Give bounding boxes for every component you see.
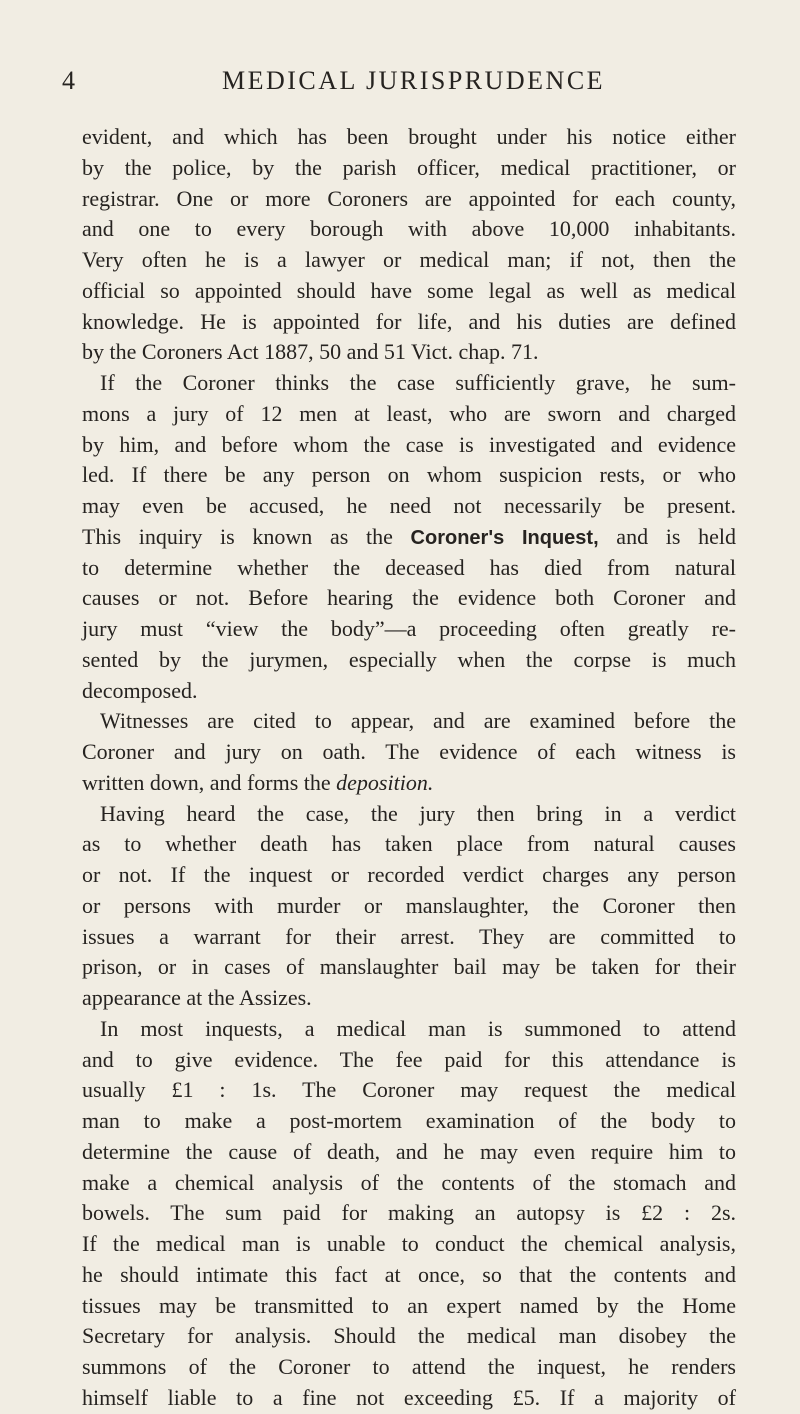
text-line: or persons with murder or manslaughter, the Coroner then <box>82 892 736 918</box>
text-line: as to whether death has taken place from natural causes <box>82 831 736 857</box>
body-text <box>82 122 736 1414</box>
text-line: make a chemical analysis of the contents of the stomach and <box>82 1169 736 1195</box>
text-line: led. If there be any person on whom suspicion rests, or who <box>82 462 736 488</box>
text-line: Having heard the case, the jury then bring in a verdict <box>100 800 736 826</box>
text-line: tissues may be transmitted to an expert named by the Home <box>82 1292 736 1318</box>
text-line: or not. If the inquest or recorded verdict charges any person <box>82 862 736 887</box>
text-line <box>82 522 736 553</box>
text-line <box>82 768 736 799</box>
text-line: mons a jury of 12 men at least, who are sworn and charged <box>82 400 736 426</box>
text-line: If the Coroner thinks the case sufficiently grave, he sum- <box>100 370 736 395</box>
text-line: If the medical man is unable to conduct the chemical analysis, <box>82 1231 736 1256</box>
text-run: written down, and forms the <box>82 769 337 795</box>
text-line: In most inquests, a medical man is summoned to attend <box>100 1015 736 1041</box>
text-line: Secretary for analysis. Should the medical man disobey the <box>82 1323 736 1349</box>
term-coroners-inquest: Coroner's Inquest, <box>410 526 599 549</box>
text-line: prison, or in cases of manslaughter bail may be taken for their <box>82 954 736 980</box>
text-line: by the Coroners Act 1887, 50 and 51 Vict. chap. 71. <box>82 339 539 365</box>
text-line: Witnesses are cited to appear, and are examined before the <box>100 708 736 734</box>
text-line: Coroner and jury on oath. The evidence of each witness is <box>82 739 736 764</box>
text-line: himself liable to a fine not exceeding £5. If a majority of <box>82 1384 736 1410</box>
running-title: MEDICAL JURISPRUDENCE <box>222 66 606 95</box>
text-line: by the police, by the parish officer, medical practitioner, or <box>82 154 736 180</box>
text-line: issues a warrant for their arrest. They are committed to <box>82 923 736 949</box>
text-line: may even be accused, he need not necessarily be present. <box>82 493 736 518</box>
text-line: determine the cause of death, and he may even require him to <box>82 1138 736 1164</box>
text-line: decomposed. <box>82 677 198 703</box>
text-line: official so appointed should have some legal as well as medical <box>82 277 736 303</box>
text-line: to determine whether the deceased has died from natural <box>82 554 736 580</box>
text-line: evident, and which has been brought under his notice either <box>82 124 736 149</box>
text-line: and one to every borough with above 10,000 inhabitants. <box>82 216 736 242</box>
text-line: jury must “view the body”—a proceeding often greatly re- <box>82 616 736 641</box>
text-line: by him, and before whom the case is investigated and evidence <box>82 431 736 457</box>
running-head <box>62 66 740 100</box>
text-line: summons of the Coroner to attend the inquest, he renders <box>82 1354 736 1379</box>
text-line: causes or not. Before hearing the evidence both Coroner and <box>82 585 736 611</box>
text-line: appearance at the Assizes. <box>82 985 312 1010</box>
text-line: knowledge. He is appointed for life, and his duties are defined <box>82 308 736 334</box>
text-line: he should intimate this fact at once, so that the contents and <box>82 1261 736 1287</box>
term-deposition: deposition. <box>336 769 434 795</box>
text-run: This inquiry is known as the <box>82 523 411 549</box>
text-line: bowels. The sum paid for making an autopsy is £2 : 2s. <box>82 1200 736 1226</box>
text-line: usually £1 : 1s. The Coroner may request the medical <box>82 1077 736 1103</box>
text-line: and to give evidence. The fee paid for this attendance is <box>82 1046 736 1072</box>
text-run: and is held <box>598 523 736 549</box>
page-number: 4 <box>62 66 77 95</box>
text-line: Very often he is a lawyer or medical man; if not, then the <box>82 247 736 272</box>
text-line: man to make a post-mortem examination of the body to <box>82 1108 736 1133</box>
text-line: registrar. One or more Coroners are appointed for each county, <box>82 185 736 211</box>
text-line: sented by the jurymen, especially when the corpse is much <box>82 646 736 672</box>
